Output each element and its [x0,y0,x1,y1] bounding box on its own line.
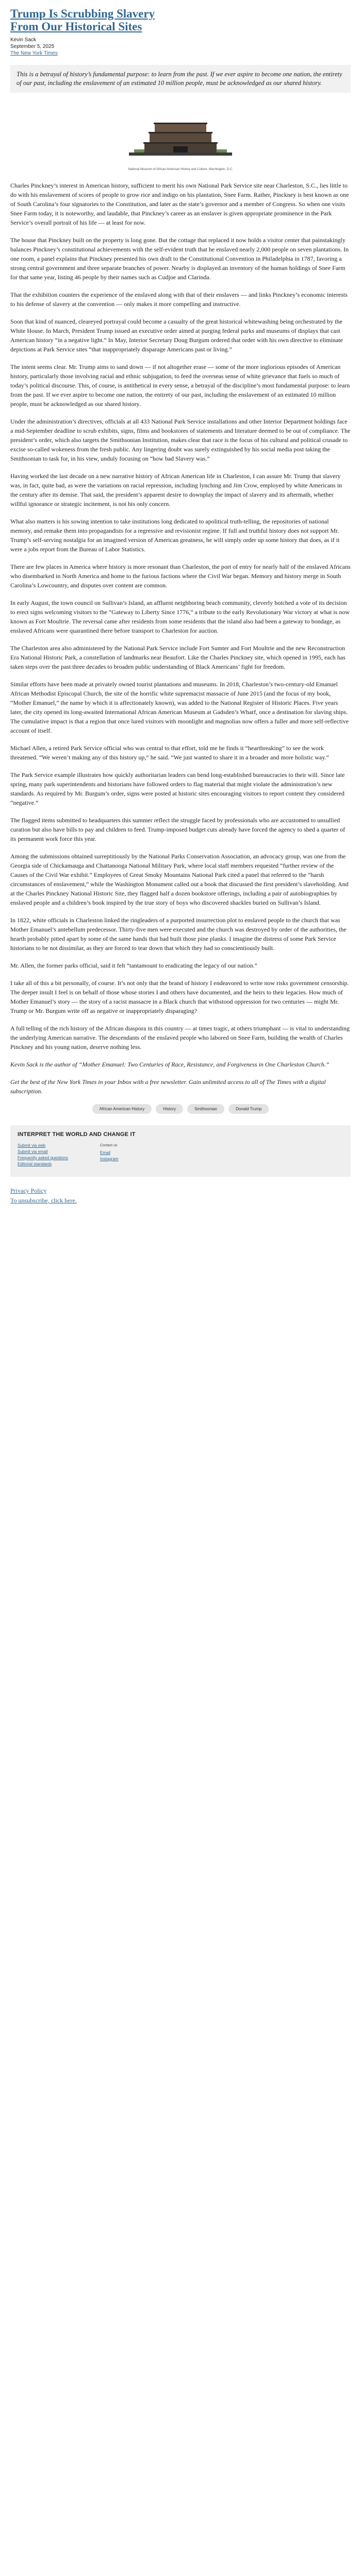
unsubscribe-link[interactable]: To unsubscribe, click here. [10,1197,77,1204]
email-link[interactable]: Email [100,1150,111,1155]
author-name: Kevin Sack [10,37,37,43]
legal-links [10,1186,351,1206]
intro-summary [10,65,351,93]
article-body [10,181,351,1096]
paragraph-1: Charles Pinckney’s interest in American history, sufficient to merit his own National Park Service site near Charleston, S.C., lies little to do with his enslavement of scores of people to grow rice and indigo on his plantation, Snee Farm. Rather, Pinckney is best known as one of South Carolina’s four signatories to the Constitution, and later as the state’s governor and a member of Congress. So when one visits Snee Farm today, it is noteworthy, and laudable, that Pinckney’s career as an enslaver is given appropriate prominence in the Park Service’s overall portrait of his life — at least for now. [10,182,349,226]
byline [10,37,351,57]
paragraph-12: Similar efforts have been made at privately owned tourist plantations and museums. In 2018, Charleston’s two-century-old Emanuel African Methodist Episcopal Church, the site of the horrific white supremacist massacre of June 2015 (and the focus of my book, “Mother Emanuel,” the name by which it is affectionately known), was added to the National Register of Historic Places. Five years later, the city opened its long-awaited International African American Museum at Gadsden’s Wharf, once a destination for slaving ships. The cumulative impact is that a region that once lured visitors with moonlight and magnolias now offers a fuller and more self-reflective account of itself. [10,681,349,734]
newsletter-footer [10,1125,351,1177]
paragraph-7: Having worked the last decade on a new narrative history of African American life in Charleston, I can assure Mr. Trump that slavery was, in fact, quite bad, as were the variations on racial repression, including lynching and Jim Crow, employed by white Americans in the century after its demise. That said, the president’s apparent desire to downplay the impact of slavery and its aftermath, whether willful ignorance or strategic incitement, is not his only concern. [10,472,342,507]
page [10,0,351,1206]
paragraph-16: Among the submissions obtained surreptitiously by the National Parks Conservation Association, an advocacy group, was one from the Georgia side of Chickamauga and Chattanooga National Military Park, where local staff members requested “further review of the Causes of the Civil War exhibit.” Employees of Great Smoky Mountains National Park cited a panel that referred to the “harsh circumstances of enslavement,” while the Washington Monument called out a book that discussed the first president’s slaveholding. And at the Charles Pinckney National Historic Site, they flagged half a dozen bookstore offerings, including a pair of autobiographies by enslaved people and a children’s book inspired by the true story of boys who discovered shackles buried on Sullivan’s Island. [10,853,349,906]
paragraph-3: That the exhibition counters the experience of the enslaved along with that of their enslavers — and links Pinckney’s economic interests to his defense of slavery at the convention — only makes it more compelling and instructive. [10,291,348,308]
paragraph-6: Under the administration’s directives, officials at all 433 National Park Service installations and other Interior Department holdings face a mid-September deadline to scrub exhibits, signs, films and bookstores of statements and literature deemed to be out of compliance. The president’s order, which also targets the Smithsonian Institution, makes clear that race is the focus of his cultural and political crusade to excise so-called wokeness from the fresh public. Any lingering doubt was surely extinguished by his social media post taking the Smithsonian to task for, in his view, unduly focusing on “how bad Slavery was.” [10,418,351,462]
paragraph-14: The Park Service example illustrates how quickly authoritarian leaders can bend long-established bureaucracies to their will. Since late spring, many park superintendents and historians have followed orders to flag material that might violate the administration’s new standards. As required by Mr. Burgum’s order, signs were posted at historic sites encouraging visitors to report content they considered “negative.” [10,771,345,806]
paragraph-17: In 1822, white officials in Charleston linked the ringleaders of a purported insurrection plot to enslaved people to the church that was Mother Emanuel’s antebellum predecessor. Thirty-five men were executed and the church was destroyed by order of the authorities, the hearth probably pitted apart by some of the same hands that had built those pine planks. I imagine the distress of some Park Service historians to be not dissimilar, as they are forced to tear down that which they had so conscientiously built. [10,917,347,952]
newsletter-outro: Get the best of the New York Times in your Inbox with a free newsletter. Gain unlimited access to all of The Times with a digital subscription. [10,1078,326,1095]
paragraph-2: The house that Pinckney built on the property is long gone. But the cottage that replaced it now holds a visitor center that painstakingly balances Pinckney’s constitutional achievements with the self-evident truth that he enslaved nearly 2,000 people on seven plantations. In one room, a panel explains that Pinckney presented his own draft to the Constitutional Convention in Philadelphia in 1787, favoring a strong central government and three separate branches of power. Nearby is displayed an inventory of the human holdings of Snee Farm for that same year, listing 46 people by their names such as Cudjoe and Clarinda. [10,236,349,281]
author-bio: Kevin Sack is the author of “Mother Emanuel: Two Centuries of Race, Resistance, and Forgiveness in One Charleston Church.” [10,1061,330,1068]
submit-web-link[interactable]: Submit via web [18,1143,46,1148]
paragraph-20: A full telling of the rich history of the African diaspora in this country — at times tragic, at others triumphant — is vital to understanding the underlying American narrative. The descendants of the enslaved people who labored on Snee Farm, building the wealth of Charles Pinckney and his young nation, deserve nothing less. [10,1025,350,1050]
paragraph-9: There are few places in America where history is more resonant than Charleston, the port of entry for nearly half of the enslaved Africans who disembarked in North America and home to the furious factions where the Civil War began. Memory and history merge in South Carolina’s Lowcountry, and disputes over content are common. [10,563,351,589]
privacy-policy-link[interactable]: Privacy Policy [10,1187,47,1194]
paragraph-8: What also matters is his sowing intention to take institutions long dedicated to apolitical truth-telling, the repositories of national memory, and remake them into propagandists for a regressive and revisionist regime. If full and truthful history does not support Mr. Trump’s self-serving nostalgia for an imagined version of American greatness, he will simply order up some history that does, as if it were a jobs report from the Bureau of Labor Statistics. [10,518,340,553]
publish-date: September 5, 2025 [10,44,55,49]
faq-link[interactable]: Frequently asked questions [18,1156,68,1160]
paragraph-18: Mr. Allen, the former parks official, said it felt “tantamount to eradicating the legacy of our nation.” [10,962,257,969]
contact-heading: Contact us [100,1144,118,1147]
paragraph-13: Michael Allen, a retired Park Service official who was central to that effort, told me he finds it “heartbreaking” to see the work threatened. “We weren’t making any of this history up,” he said. “We just wanted to share it in a broader and more holistic way.” [10,744,329,761]
paragraph-11: The Charleston area also administered by the National Park Service include Fort Sumter and Fort Moultrie and the new Reconstruction Era National Historic Park, a constellation of landmarks near Beaufort. Like the Charles Pinckney site, which opened in 1995, each has taken steps over the past three decades to broaden public understanding of Black Americans’ fight for freedom. [10,645,346,670]
submit-email-link[interactable]: Submit via email [18,1149,48,1154]
footer-columns [18,1143,343,1167]
tag-african-american-history[interactable]: African American History [92,1104,152,1114]
paragraph-5: The intent seems clear. Mr. Trump aims to sand down — if not altogether erase — some of the more inglorious episodes of American history, particularly those involving racial and ethnic subjugation, to feed the overseas sense of white grievance that fuels so much of today’s political discourse. This, of course, is antithetical in every sense, a betrayal of the discipline’s most fundamental purpose: to learn from the past. If we ever aspire to become one nation, the entirety of our past, including the enslavement of an estimated 10 million people, must be acknowledged as our shared history. [10,363,350,408]
topic-tags [41,1104,320,1114]
paragraph-15: The flagged items submitted to headquarters this summer reflect the struggle faced by professionals who are accustomed to unsullied curation but also have bills to pay and children to feed. Trump-imposed budget cuts already have forced the agency to shed a quarter of its permanent work force this year. [10,817,346,842]
intro-text: This is a betrayal of history’s fundamental purpose: to learn from the past. If we ever aspire to become one nation, the entirety of our past, including the enslavement of an estimated 10 million people, must be acknowledged as our shared history. [17,71,342,87]
hero-figure [10,99,351,172]
footer-links-contact [100,1143,172,1167]
paragraph-19: I take all of this a bit personally, of course. It’s not only that the brand of history I endeavored to write now risks government censorship. The deeper insult I feel is on behalf of those whose stories I and others have documented, and the heirs to their legacies. How much of Mother Emanuel’s story — the story of a racist massacre in a Black church that withstood oppression for two centuries — might Mr. Trump or Mr. Burgum write off as negative or inappropriately disparaging? [10,979,349,1014]
footer-links-submit [18,1143,90,1167]
tag-donald-trump[interactable]: Donald Trump [228,1104,269,1114]
publication-link[interactable]: The New York Times [10,50,58,56]
tag-history[interactable]: History [156,1104,183,1114]
editorial-standards-link[interactable]: Editorial standards [18,1162,52,1166]
article-header [10,0,351,57]
paragraph-10: In early August, the town council on Sullivan’s Island, an affluent neighboring beach community, cleverly botched a vote of its decision to erect signs welcoming visitors to the “Gateway to Liberty Since 1776,” a tribute to the early Revolutionary War victory at what is now known as Fort Moultrie. The reversal came after residents from some residents that the island also had been a gateway to bondage, as enslaved Africans were quarantined there before transport to Charleston for auction. [10,599,350,634]
image-caption: National Museum of African American History and Culture, Washington, D.C. [128,168,233,171]
tag-smithsonian[interactable]: Smithsonian [187,1104,224,1114]
museum-image [124,99,237,166]
footer-heading: INTERPRET THE WORLD AND CHANGE IT [18,1131,136,1138]
article-title[interactable]: Trump Is Scrubbing Slavery From Our Historical Sites [10,7,155,33]
paragraph-4: Soon that kind of nuanced, cleareyed portrayal could become a casualty of the great historical whitewashing being orchestrated by the White House. In March, President Trump issued an executive order aimed at purging federal parks and museums of displays that cast American history “in a negative light.” In May, Interior Secretary Doug Burgum ordered that order with his own directive to eliminate depictions at Park Service sites “that inappropriately disparage Americans past or living.” [10,318,343,353]
instagram-link[interactable]: Instagram [100,1157,119,1161]
